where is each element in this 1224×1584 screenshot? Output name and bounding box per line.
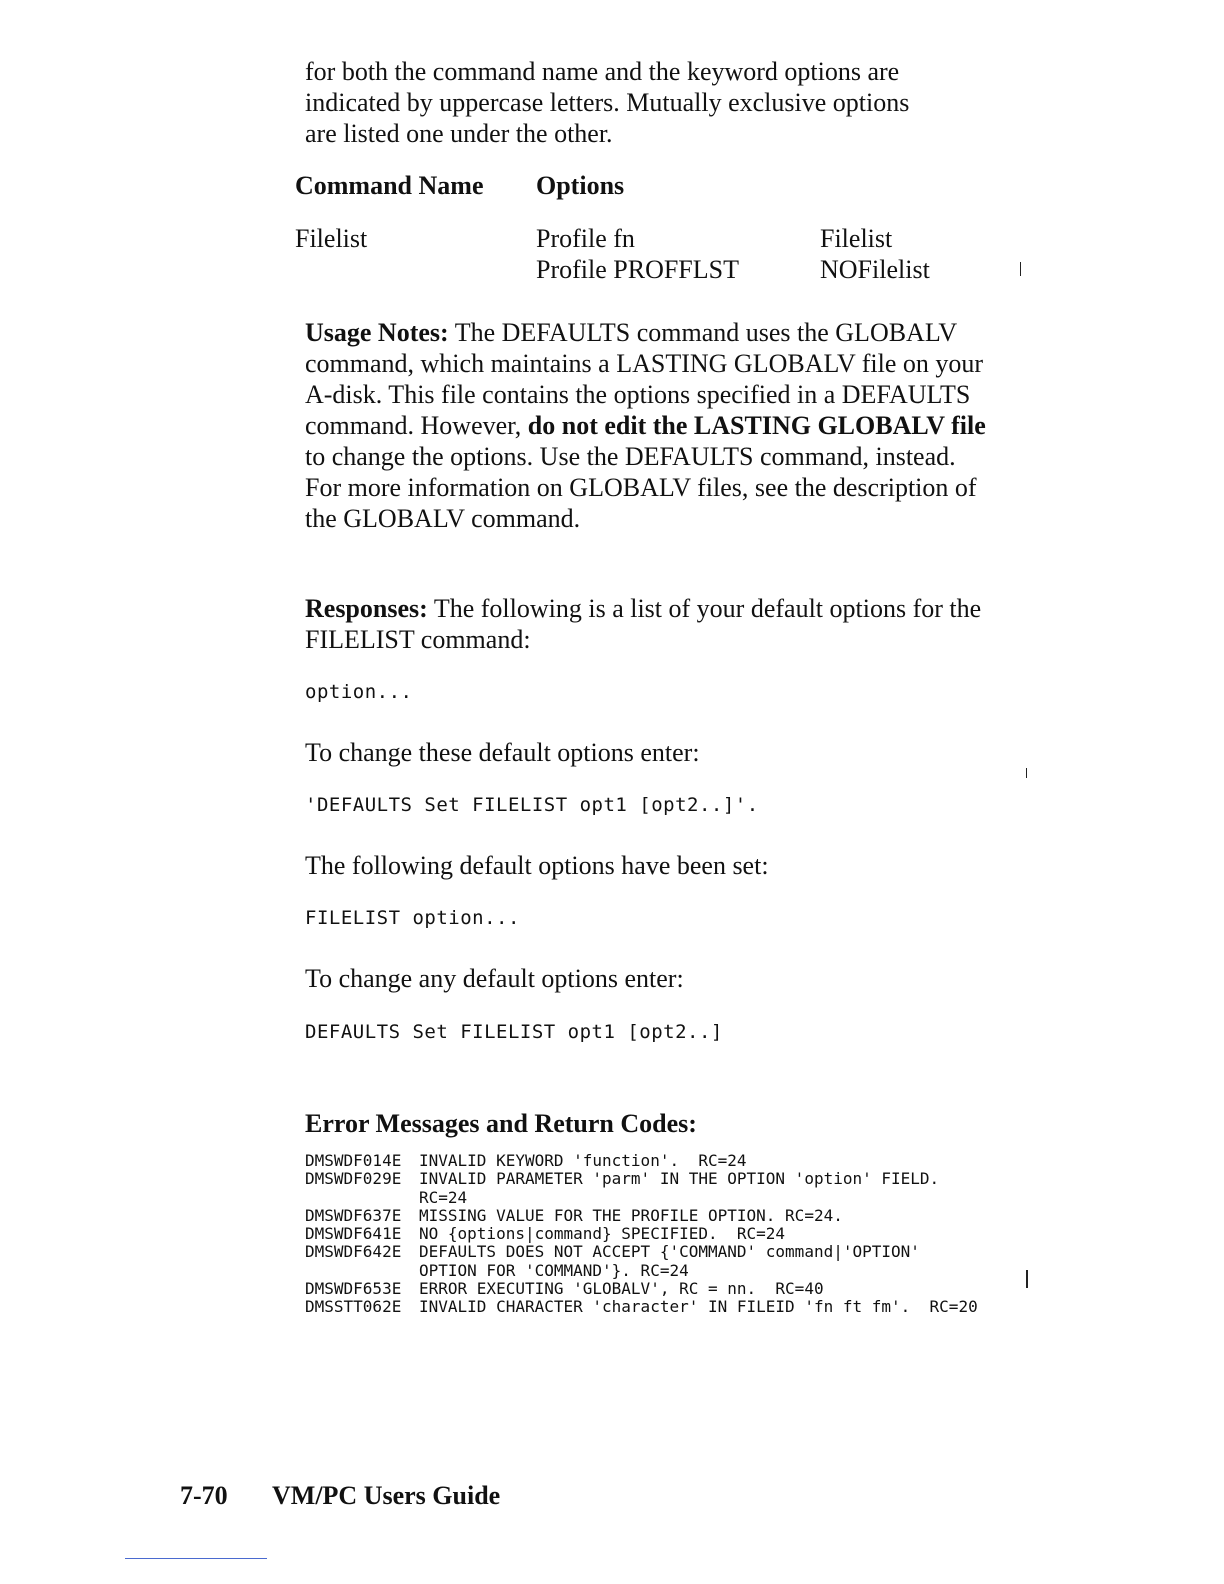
error-text: DEFAULTS DOES NOT ACCEPT {'COMMAND' command|'OPTION' [419, 1242, 920, 1262]
intro-paragraph [305, 56, 995, 149]
usage-notes-text: The DEFAULTS command uses the GLOBALV command, which maintains a LASTING GLOBALV file on your A-disk. This file contains the options specified in a DEFAULTS command. However, [305, 318, 984, 440]
response-code-filelist-option: FILELIST option... [305, 907, 520, 929]
option-profile-fn: Profile fn [536, 224, 635, 253]
error-text: NO {options|command} SPECIFIED. RC=24 [419, 1224, 786, 1244]
usage-notes-warning: do not edit the LASTING GLOBALV file [527, 411, 986, 440]
error-code: DMSWDF014E [305, 1151, 402, 1170]
revision-bar [1026, 1270, 1028, 1288]
error-text: RC=24 [419, 1187, 468, 1207]
response-code-defaults-set: 'DEFAULTS Set FILELIST opt1 [opt2..]'. [305, 794, 759, 816]
response-code-defaults-set-2: DEFAULTS Set FILELIST opt1 [opt2..] [305, 1021, 723, 1043]
error-text: OPTION FOR 'COMMAND'}. RC=24 [419, 1260, 689, 1280]
error-code [305, 1262, 419, 1280]
error-code: DMSWDF637E [305, 1205, 402, 1225]
error-row [305, 1207, 1045, 1225]
error-row [305, 1170, 1045, 1188]
error-code: DMSWDF653E [305, 1279, 402, 1299]
response-prompt-change: To change these default options enter: [305, 738, 700, 767]
error-code: DMSWDF641E [305, 1224, 402, 1244]
footer-page-number: 7-70 [180, 1481, 228, 1510]
error-heading: Error Messages and Return Codes: [305, 1109, 697, 1138]
option-filelist: Filelist [820, 224, 893, 253]
error-text: INVALID PARAMETER 'parm' IN THE OPTION 'option' FIELD. [419, 1169, 940, 1189]
intro-line: indicated by uppercase letters. Mutually exclusive options [305, 88, 910, 117]
error-row [305, 1225, 1045, 1243]
error-row [305, 1298, 1045, 1316]
error-row [305, 1280, 1045, 1298]
option-profile-profflst: Profile PROFFLST [536, 255, 739, 284]
error-row [305, 1189, 1045, 1207]
intro-line: for both the command name and the keyword options are [305, 57, 900, 86]
response-code-option: option... [305, 681, 413, 703]
responses-text: The following is a list of your default options for the FILELIST command: [305, 594, 982, 654]
usage-notes-text-end: to change the options. Use the DEFAULTS command, instead. For more information on GLOBALV files, see the description of the GLOBALV command. [305, 442, 977, 533]
revision-bar [1026, 768, 1027, 778]
error-code: DMSSTT062E [305, 1297, 402, 1317]
command-name: Filelist [295, 224, 368, 253]
response-prompt-set: The following default options have been set: [305, 851, 769, 880]
error-code [305, 1189, 419, 1207]
header-command-name: Command Name [295, 171, 484, 200]
error-code: DMSWDF029E [305, 1169, 402, 1189]
error-row [305, 1152, 1045, 1170]
error-text: INVALID KEYWORD 'function'. RC=24 [419, 1151, 747, 1170]
revision-bar [1020, 262, 1021, 276]
responses [305, 593, 995, 655]
response-prompt-any: To change any default options enter: [305, 964, 684, 993]
error-list [305, 1152, 1045, 1317]
error-row [305, 1262, 1045, 1280]
footer-rule [125, 1558, 267, 1559]
responses-label: Responses: [305, 594, 428, 623]
intro-line: are listed one under the other. [305, 119, 613, 148]
footer-title: VM/PC Users Guide [272, 1481, 501, 1510]
error-text: ERROR EXECUTING 'GLOBALV', RC = nn. RC=40 [419, 1279, 824, 1299]
error-code: DMSWDF642E [305, 1242, 402, 1262]
usage-notes [305, 317, 995, 534]
usage-notes-label: Usage Notes: [305, 318, 449, 347]
option-nofilelist: NOFilelist [820, 255, 930, 284]
error-row [305, 1243, 1045, 1261]
header-options: Options [536, 171, 625, 200]
error-text: MISSING VALUE FOR THE PROFILE OPTION. RC=24. [419, 1205, 843, 1225]
error-text: INVALID CHARACTER 'character' IN FILEID 'fn ft fm'. RC=20 [419, 1297, 978, 1317]
